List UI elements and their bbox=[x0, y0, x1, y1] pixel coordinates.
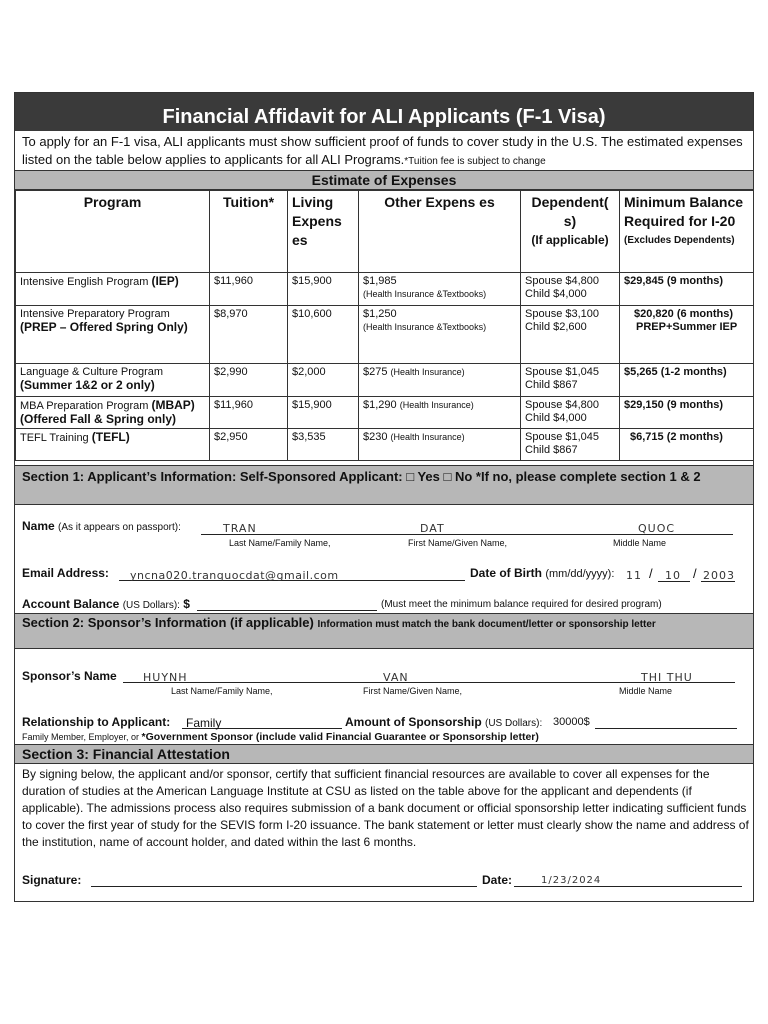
table-row bbox=[16, 273, 754, 306]
minimum-detail: PREP+Summer IEP bbox=[636, 321, 738, 333]
relationship-hint-text: Family Member, Employer, or bbox=[22, 732, 140, 742]
dob-year-line bbox=[701, 566, 735, 582]
dob-slash-2: / bbox=[693, 566, 697, 581]
first-name-caption: First Name/Given Name, bbox=[408, 538, 508, 548]
balance-label bbox=[22, 597, 190, 611]
other-amount: $230 bbox=[363, 431, 388, 443]
living-cell: $3,535 bbox=[288, 429, 359, 461]
applicant-first-name: DAT bbox=[420, 522, 445, 535]
name-label-text: Name bbox=[22, 519, 55, 533]
expenses-table bbox=[15, 190, 754, 461]
amount-label bbox=[345, 715, 542, 729]
name-label bbox=[22, 519, 181, 533]
minimum-cell: $29,150 (9 months) bbox=[620, 397, 754, 429]
program-name: Language & Culture Program bbox=[20, 366, 164, 378]
program-name: MBA Preparation Program bbox=[20, 400, 149, 412]
dob-note: (mm/dd/yyyy): bbox=[545, 568, 615, 580]
date-label: Date: bbox=[482, 873, 513, 887]
other-cell bbox=[359, 364, 521, 397]
section1-header: Section 1: Applicant’s Information: Self-Sponsored Applicant: □ Yes □ No *If no, please complete section 1 & 2 bbox=[15, 465, 753, 505]
section2-header bbox=[15, 613, 753, 649]
table-row bbox=[16, 397, 754, 429]
tuition-cell: $11,960 bbox=[210, 273, 288, 306]
program-code: (MBAP) bbox=[151, 398, 195, 412]
child-amount: Child $4,000 bbox=[525, 288, 587, 300]
intro-text: To apply for an F-1 visa, ALI applicants must show sufficient proof of funds to cover study in the U.S. The estimated expenses listed on the table below applies to applicants for all ALI Programs. bbox=[22, 134, 743, 167]
col-living: Living Expens es bbox=[288, 191, 359, 273]
relationship-hint bbox=[22, 731, 539, 743]
child-amount: Child $867 bbox=[525, 444, 578, 456]
dob-day-line bbox=[658, 566, 690, 582]
sponsor-last-caption: Last Name/Family Name, bbox=[171, 686, 273, 696]
dob-day[interactable]: 10 bbox=[665, 569, 681, 582]
spouse-amount: Spouse $4,800 bbox=[525, 275, 600, 287]
amount-field[interactable] bbox=[595, 713, 737, 729]
other-note: (Health Insurance) bbox=[399, 400, 474, 410]
program-detail: (Offered Fall & Spring only) bbox=[20, 412, 177, 426]
program-cell bbox=[16, 397, 210, 429]
tuition-cell: $11,960 bbox=[210, 397, 288, 429]
table-header-row bbox=[16, 191, 754, 273]
table-row bbox=[16, 364, 754, 397]
section3-header: Section 3: Financial Attestation bbox=[15, 744, 753, 764]
balance-field[interactable] bbox=[197, 595, 377, 611]
sponsor-middle-caption: Middle Name bbox=[619, 686, 673, 696]
date-value: 1/23/2024 bbox=[541, 875, 602, 886]
col-dependents-sub: (If applicable) bbox=[531, 233, 609, 247]
program-cell bbox=[16, 429, 210, 461]
tuition-cell: $8,970 bbox=[210, 306, 288, 364]
dob-slash-1: / bbox=[649, 566, 653, 581]
dependents-cell bbox=[521, 306, 620, 364]
applicant-middle-name: QUOC bbox=[638, 522, 676, 535]
dob-year[interactable]: 2003 bbox=[703, 569, 735, 582]
sponsor-middle-name: THI THU bbox=[641, 671, 693, 684]
other-note: (Health Insurance &Textbooks) bbox=[363, 289, 487, 299]
tuition-cell: $2,990 bbox=[210, 364, 288, 397]
form-title: Financial Affidavit for ALI Applicants (F-1 Visa) bbox=[15, 93, 753, 131]
living-cell: $2,000 bbox=[288, 364, 359, 397]
sponsor-first-caption: First Name/Given Name, bbox=[363, 686, 463, 696]
living-cell: $15,900 bbox=[288, 397, 359, 429]
child-amount: Child $2,600 bbox=[525, 321, 587, 333]
other-amount: $1,250 bbox=[363, 308, 397, 320]
section2-note: Information must match the bank document/letter or sponsorship letter bbox=[317, 619, 656, 630]
middle-name-caption: Middle Name bbox=[613, 538, 667, 548]
program-name: Intensive Preparatory Program bbox=[20, 308, 170, 320]
tuition-note: *Tuition fee is subject to change bbox=[404, 156, 546, 167]
minimum-cell: $5,265 (1-2 months) bbox=[620, 364, 754, 397]
other-note: (Health Insurance) bbox=[390, 367, 465, 377]
minimum-cell: $29,845 (9 months) bbox=[620, 273, 754, 306]
living-cell: $15,900 bbox=[288, 273, 359, 306]
col-minimum bbox=[620, 191, 754, 273]
spouse-amount: Spouse $4,800 bbox=[525, 399, 600, 411]
col-dependents-label: Dependent( s) bbox=[531, 194, 609, 229]
dependents-cell bbox=[521, 429, 620, 461]
program-detail: (Summer 1&2 or 2 only) bbox=[20, 378, 155, 392]
dependents-cell bbox=[521, 364, 620, 397]
email-value: yncna020.tranquocdat@gmail.com bbox=[130, 569, 339, 582]
other-cell bbox=[359, 273, 521, 306]
amount-label-text: Amount of Sponsorship bbox=[345, 715, 482, 729]
minimum-cell bbox=[620, 306, 754, 364]
other-note: (Health Insurance &Textbooks) bbox=[363, 322, 487, 332]
balance-note: (US Dollars): bbox=[122, 600, 180, 611]
other-note: (Health Insurance) bbox=[390, 432, 465, 442]
col-minimum-label: Minimum Balance Required for I-20 bbox=[624, 194, 744, 229]
balance-label-text: Account Balance bbox=[22, 597, 120, 611]
balance-hint: (Must meet the minimum balance required for desired program) bbox=[381, 599, 662, 610]
dob-month[interactable]: 11 bbox=[626, 569, 642, 582]
section2-title: Section 2: Sponsor’s Information (if applicable) bbox=[22, 615, 314, 630]
program-cell bbox=[16, 306, 210, 364]
amount-value: 30000$ bbox=[553, 716, 590, 728]
email-label: Email Address: bbox=[22, 566, 109, 580]
last-name-caption: Last Name/Family Name, bbox=[229, 538, 331, 548]
minimum-amount: $20,820 (6 months) bbox=[634, 308, 734, 320]
attestation-paragraph: By signing below, the applicant and/or sponsor, certify that sufficient financial resources are available to cover all expenses for the duration of studies at the American Language Institute at CSU as listed on the table above for the applicant and dependents (if applicable). The admissions process also requires submission of a bank document or official sponsorship letter indicating sufficient funds to cover the first year of study for the SEVIS form I-20 issuance. The bank statement or letter must clearly show the name and address of the institution, name of account holder, and dated within the last 6 months. bbox=[22, 767, 749, 849]
amount-note: (US Dollars): bbox=[485, 718, 543, 729]
signature-field[interactable] bbox=[91, 871, 477, 887]
minimum-cell: $6,715 (2 months) bbox=[620, 429, 754, 461]
col-tuition: Tuition* bbox=[210, 191, 288, 273]
other-amount: $1,985 bbox=[363, 275, 397, 287]
dob-label bbox=[470, 566, 614, 580]
col-minimum-sub: (Excludes Dependents) bbox=[624, 235, 735, 246]
other-cell bbox=[359, 306, 521, 364]
dependents-cell bbox=[521, 273, 620, 306]
other-amount: $275 bbox=[363, 366, 388, 378]
program-cell bbox=[16, 273, 210, 306]
signature-label: Signature: bbox=[22, 873, 82, 887]
other-amount: $1,290 bbox=[363, 399, 397, 411]
other-cell bbox=[359, 397, 521, 429]
estimate-header: Estimate of Expenses bbox=[15, 170, 753, 190]
sponsor-last-name: HUYNH bbox=[143, 671, 188, 684]
program-detail: (PREP – Offered Spring Only) bbox=[20, 320, 188, 334]
dob-label-text: Date of Birth bbox=[470, 566, 542, 580]
table-row bbox=[16, 429, 754, 461]
tuition-cell: $2,950 bbox=[210, 429, 288, 461]
spouse-amount: Spouse $1,045 bbox=[525, 431, 600, 443]
program-code: (TEFL) bbox=[91, 430, 130, 444]
dependents-cell bbox=[521, 397, 620, 429]
spouse-amount: Spouse $3,100 bbox=[525, 308, 600, 320]
applicant-last-name: TRAN bbox=[223, 522, 257, 535]
col-dependents bbox=[521, 191, 620, 273]
sponsor-first-name: VAN bbox=[383, 671, 409, 684]
col-program: Program bbox=[16, 191, 210, 273]
child-amount: Child $4,000 bbox=[525, 412, 587, 424]
relationship-label: Relationship to Applicant: bbox=[22, 715, 171, 729]
program-name: Intensive English Program bbox=[20, 276, 149, 288]
program-code: (IEP) bbox=[151, 274, 179, 288]
living-cell: $10,600 bbox=[288, 306, 359, 364]
table-row bbox=[16, 306, 754, 364]
other-cell bbox=[359, 429, 521, 461]
name-note: (As it appears on passport): bbox=[58, 522, 181, 533]
program-cell bbox=[16, 364, 210, 397]
sponsor-name-label: Sponsor’s Name bbox=[22, 669, 117, 683]
child-amount: Child $867 bbox=[525, 379, 578, 391]
affidavit-form bbox=[14, 92, 754, 902]
relationship-value: Family bbox=[186, 716, 222, 730]
intro-paragraph bbox=[22, 133, 750, 171]
program-name: TEFL Training bbox=[20, 432, 89, 444]
government-sponsor-note: *Government Sponsor (include valid Financial Guarantee or Sponsorship letter) bbox=[141, 731, 539, 743]
col-other: Other Expens es bbox=[359, 191, 521, 273]
balance-currency: $ bbox=[183, 597, 190, 611]
spouse-amount: Spouse $1,045 bbox=[525, 366, 600, 378]
